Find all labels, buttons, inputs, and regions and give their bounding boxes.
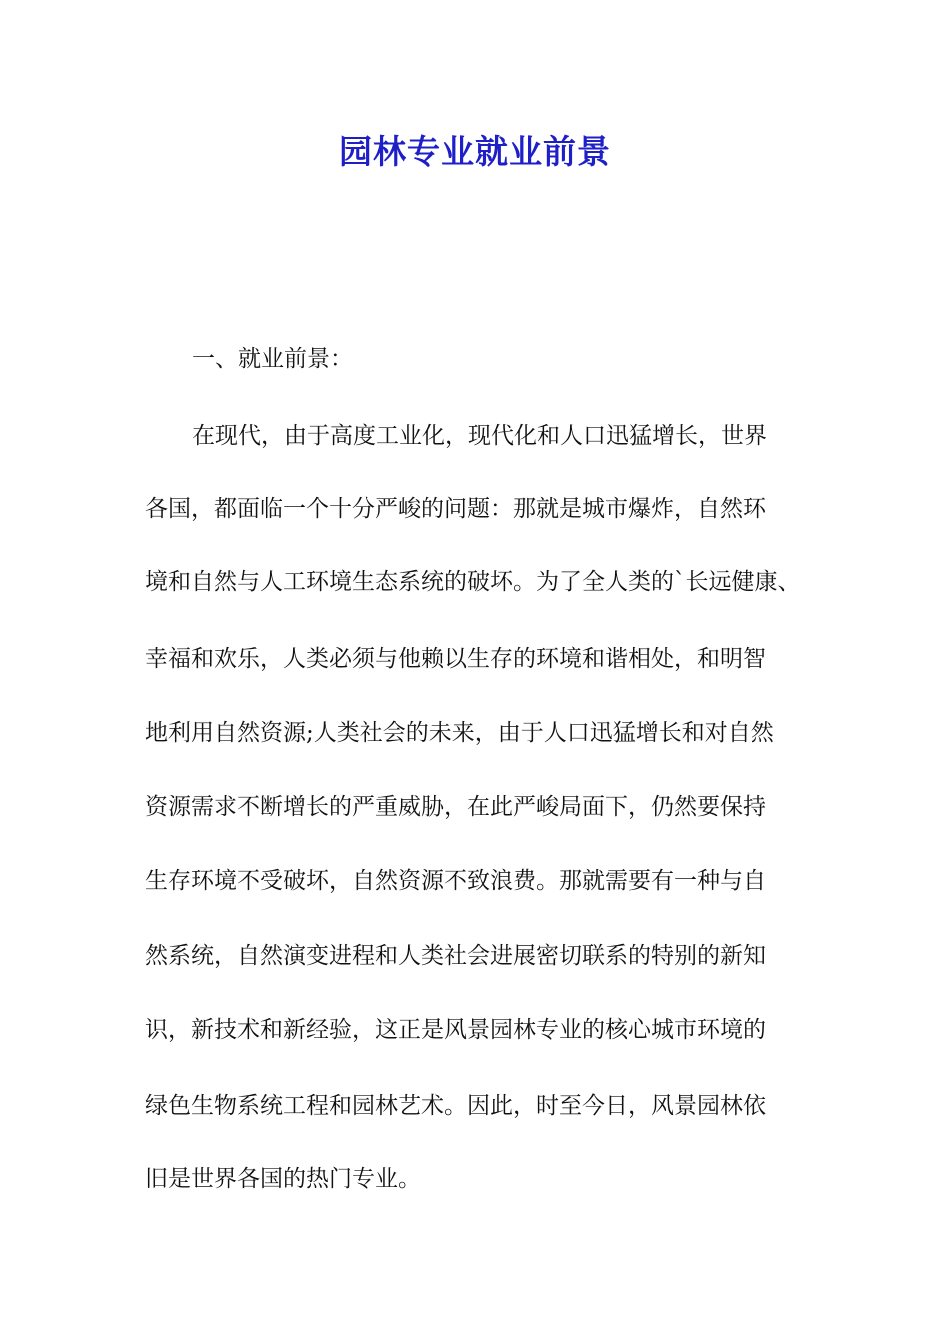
paragraph-line: 旧是世界各国的热门专业。: [145, 1166, 421, 1192]
paragraph-line: 绿色生物系统工程和园林艺术。因此，时至今日，风景园林依: [145, 1093, 766, 1119]
paragraph-line: 资源需求不断增长的严重威胁，在此严峻局面下，仍然要保持: [145, 794, 766, 820]
paragraph-line: 然系统，自然演变进程和人类社会进展密切联系的特别的新知: [145, 943, 766, 969]
paragraph-line: 生存环境不受破坏，自然资源不致浪费。那就需要有一种与自: [145, 868, 766, 894]
paragraph-line: 境和自然与人工环境生态系统的破坏。为了全人类的`长远健康、: [145, 569, 801, 595]
paragraph-line: 地利用自然资源;人类社会的未来，由于人口迅猛增长和对自然: [145, 720, 774, 746]
paragraph-line: 识，新技术和新经验，这正是风景园林专业的核心城市环境的: [145, 1017, 766, 1043]
paragraph-line: 各国，都面临一个十分严峻的问题：那就是城市爆炸，自然环: [145, 496, 766, 522]
section-heading: 一、就业前景：: [192, 346, 353, 372]
document-title: 园林专业就业前景: [339, 132, 611, 171]
paragraph-line: 在现代，由于高度工业化，现代化和人口迅猛增长，世界: [192, 423, 767, 449]
paragraph-line: 幸福和欢乐，人类必须与他赖以生存的环境和谐相处，和明智: [145, 646, 766, 672]
